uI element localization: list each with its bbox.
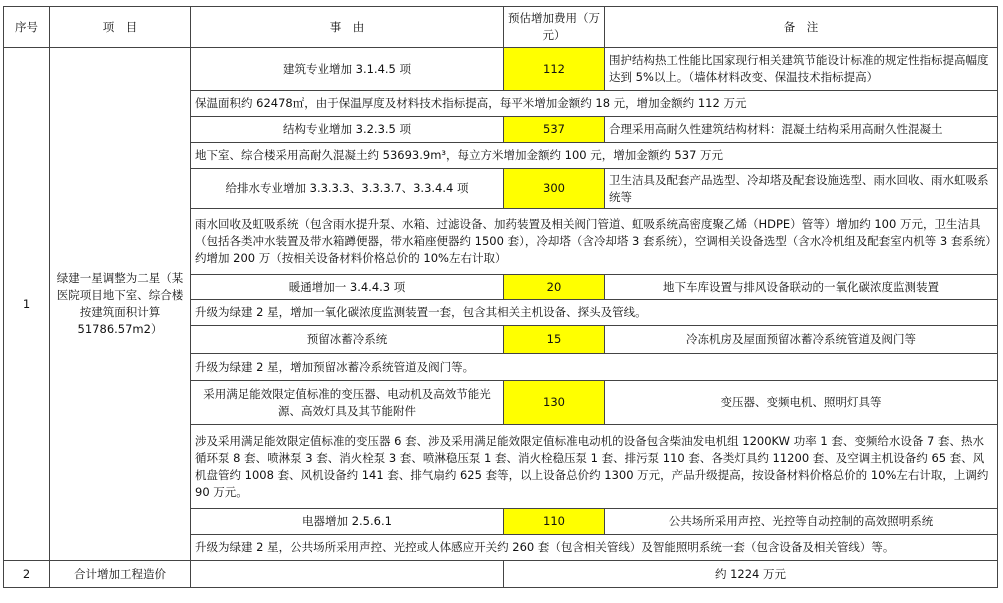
note-cell: 变压器、变频电机、照明灯具等 bbox=[605, 381, 998, 425]
seq-cell: 1 bbox=[4, 48, 50, 561]
note-cell: 冷冻机房及屋面预留冰蓄冷系统管道及阀门等 bbox=[605, 326, 998, 354]
reason-cell: 建筑专业增加 3.1.4.5 项 bbox=[191, 48, 504, 91]
header-note: 备 注 bbox=[605, 7, 998, 48]
header-seq: 序号 bbox=[4, 7, 50, 48]
detail-cell: 升级为绿建 2 星，公共场所采用声控、光控或人体感应开关约 260 套（包含相关管线）及智能照明系统一套（包含设备及相关管线）等。 bbox=[191, 535, 998, 561]
cost-cell: 112 bbox=[504, 48, 605, 91]
detail-cell: 升级为绿建 2 星，增加预留冰蓄冷系统管道及阀门等。 bbox=[191, 354, 998, 381]
total-row bbox=[4, 561, 998, 588]
note-cell: 合理采用高耐久性建筑结构材料：混凝土结构采用高耐久性混凝土 bbox=[605, 117, 998, 143]
cost-cell: 15 bbox=[504, 326, 605, 354]
cost-cell: 110 bbox=[504, 509, 605, 535]
detail-cell: 涉及采用满足能效限定值标准的变压器 6 套、涉及采用满足能效限定值标准电动机的设备包含柴油发电机组 1200KW 功率 1 套、变频给水设备 7 套、热水循环泵 8 套、喷淋泵 3 套、消火栓泵 3 套、喷淋稳压泵 1 套、消火栓稳压泵 1 套、排污泵 110 套、各类灯具约 11200 套、及空调主机设备约 65 套、风机盘管约 1008 套、风机设备约 141 套、排气扇约 625 套等，以上设备总价约 1300 万元，产品升级提高，按设备材料价格总价的 10%左右计取，上调约 90 万元。 bbox=[191, 425, 998, 509]
detail-cell: 雨水回收及虹吸系统（包含雨水提升泵、水箱、过滤设备、加药装置及相关阀门管道、虹吸系统高密度聚乙烯（HDPE）管等）增加约 100 万元，卫生洁具（包括各类冲水装置及带水箱蹲便器，带水箱座便器约 1500 套），冷却塔（含冷却塔 3 套系统），空调相关设备选型（含水冷机组及配套室内机等 3 套系统）约增加 200 万（按相关设备材料价格总价的 10%左右计取） bbox=[191, 209, 998, 275]
cost-cell: 537 bbox=[504, 117, 605, 143]
total-seq: 2 bbox=[4, 561, 50, 588]
cost-cell: 300 bbox=[504, 169, 605, 209]
reason-cell: 预留冰蓄冷系统 bbox=[191, 326, 504, 354]
note-cell: 围护结构热工性能比国家现行相关建筑节能设计标准的规定性指标提高幅度达到 5%以上。（墙体材料改变、保温技术指标提高） bbox=[605, 48, 998, 91]
total-empty-cell bbox=[191, 561, 504, 588]
total-label: 合计增加工程造价 bbox=[50, 561, 191, 588]
reason-cell: 给排水专业增加 3.3.3.3、3.3.3.7、3.3.4.4 项 bbox=[191, 169, 504, 209]
reason-cell: 结构专业增加 3.2.3.5 项 bbox=[191, 117, 504, 143]
reason-cell: 采用满足能效限定值标准的变压器、电动机及高效节能光源、高效灯具及其节能附件 bbox=[191, 381, 504, 425]
reason-cell: 暖通增加一 3.4.4.3 项 bbox=[191, 275, 504, 300]
detail-cell: 地下室、综合楼采用高耐久混凝土约 53693.9m³，每立方米增加金额约 100 元，增加金额约 537 万元 bbox=[191, 143, 998, 169]
header-row bbox=[4, 7, 998, 48]
table-row bbox=[4, 48, 998, 91]
detail-cell: 保温面积约 62478㎡，由于保温厚度及材料技术指标提高，每平米增加金额约 18 元，增加金额约 112 万元 bbox=[191, 91, 998, 117]
header-reason: 事 由 bbox=[191, 7, 504, 48]
reason-cell: 电器增加 2.5.6.1 bbox=[191, 509, 504, 535]
item-cell: 绿建一星调整为二星（某医院项目地下室、综合楼按建筑面积计算 51786.57m2） bbox=[50, 48, 191, 561]
detail-cell: 升级为绿建 2 星，增加一氧化碳浓度监测装置一套，包含其相关主机设备、探头及管线。 bbox=[191, 300, 998, 326]
total-cost: 约 1224 万元 bbox=[504, 561, 998, 588]
cost-cell: 20 bbox=[504, 275, 605, 300]
cost-cell: 130 bbox=[504, 381, 605, 425]
note-cell: 地下车库设置与排风设备联动的一氧化碳浓度监测装置 bbox=[605, 275, 998, 300]
header-item: 项 目 bbox=[50, 7, 191, 48]
header-cost: 预估增加费用（万元） bbox=[504, 7, 605, 48]
note-cell: 公共场所采用声控、光控等自动控制的高效照明系统 bbox=[605, 509, 998, 535]
note-cell: 卫生洁具及配套产品选型、冷却塔及配套设施选型、雨水回收、雨水虹吸系统等 bbox=[605, 169, 998, 209]
cost-table bbox=[3, 6, 998, 588]
